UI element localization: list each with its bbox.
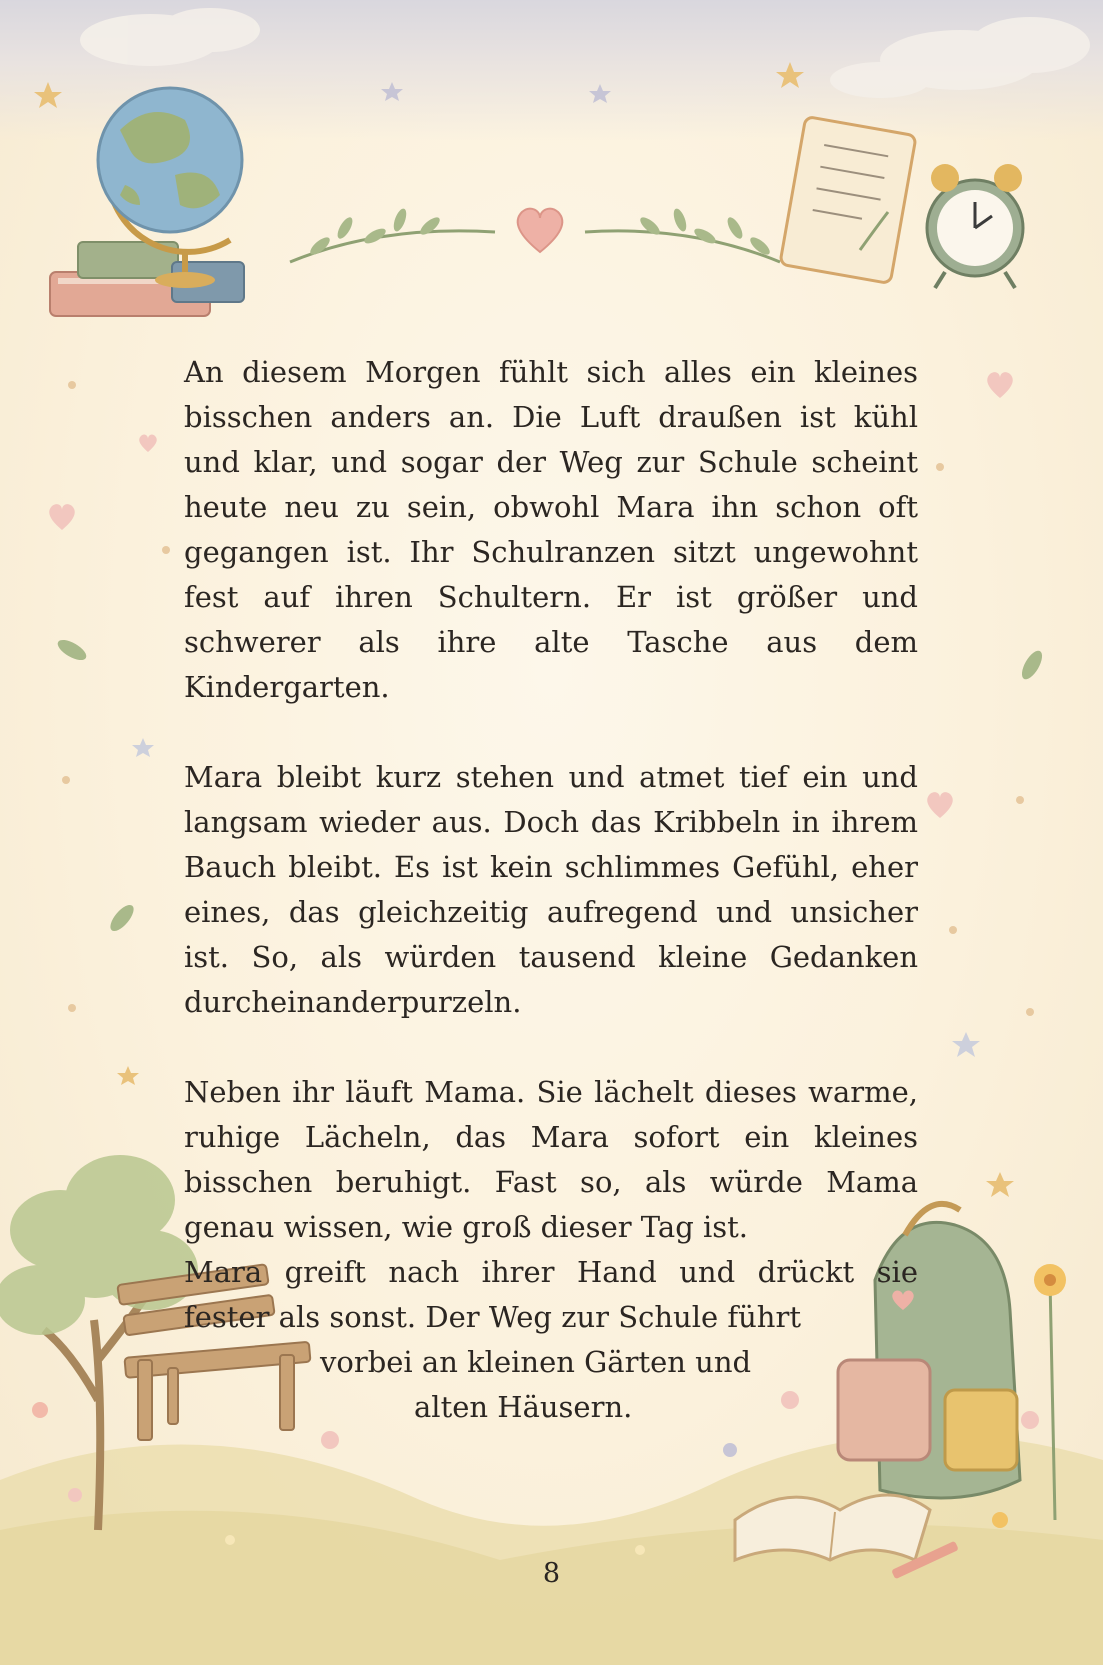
story-paragraph: Mara greift nach ihrer Hand und drückt sie xyxy=(184,1255,918,1289)
story-line: fester als sonst. Der Weg zur Schule führt xyxy=(184,1300,801,1334)
story-line: alten Häusern. xyxy=(414,1390,633,1424)
story-paragraph: Mara bleibt kurz stehen und atmet tief ein und langsam wieder aus. Doch das Kribbeln in ihrem Bauch bleibt. Es ist kein schlimmes Gefühl, eher eines, das gleichzeitig aufregend und unsicher ist. So, als würden tausend kleine Gedanken durcheinanderpurzeln. xyxy=(184,760,918,1019)
open-book-icon xyxy=(735,1495,930,1560)
story-paragraph: An diesem Morgen fühlt sich alles ein kleines bisschen anders an. Die Luft draußen ist kühl und klar, und sogar der Weg zur Schule scheint heute neu zu sein, obwohl Mara ihn schon oft gegangen ist. Ihr Schulranzen sitzt ungewohnt fest auf ihren Schultern. Er ist größer und schwerer als ihre alte Tasche aus dem Kindergarten. xyxy=(184,355,918,704)
story-paragraph: Neben ihr läuft Mama. Sie lächelt dieses warme, ruhige Lächeln, das Mara sofort ein kleines bisschen beruhigt. Fast so, als würde Mama genau wissen, wie groß dieser Tag ist. xyxy=(184,1075,918,1244)
story-line: vorbei an kleinen Gärten und xyxy=(320,1345,752,1379)
story-text xyxy=(184,350,918,1430)
page-number: 8 xyxy=(542,1558,561,1589)
